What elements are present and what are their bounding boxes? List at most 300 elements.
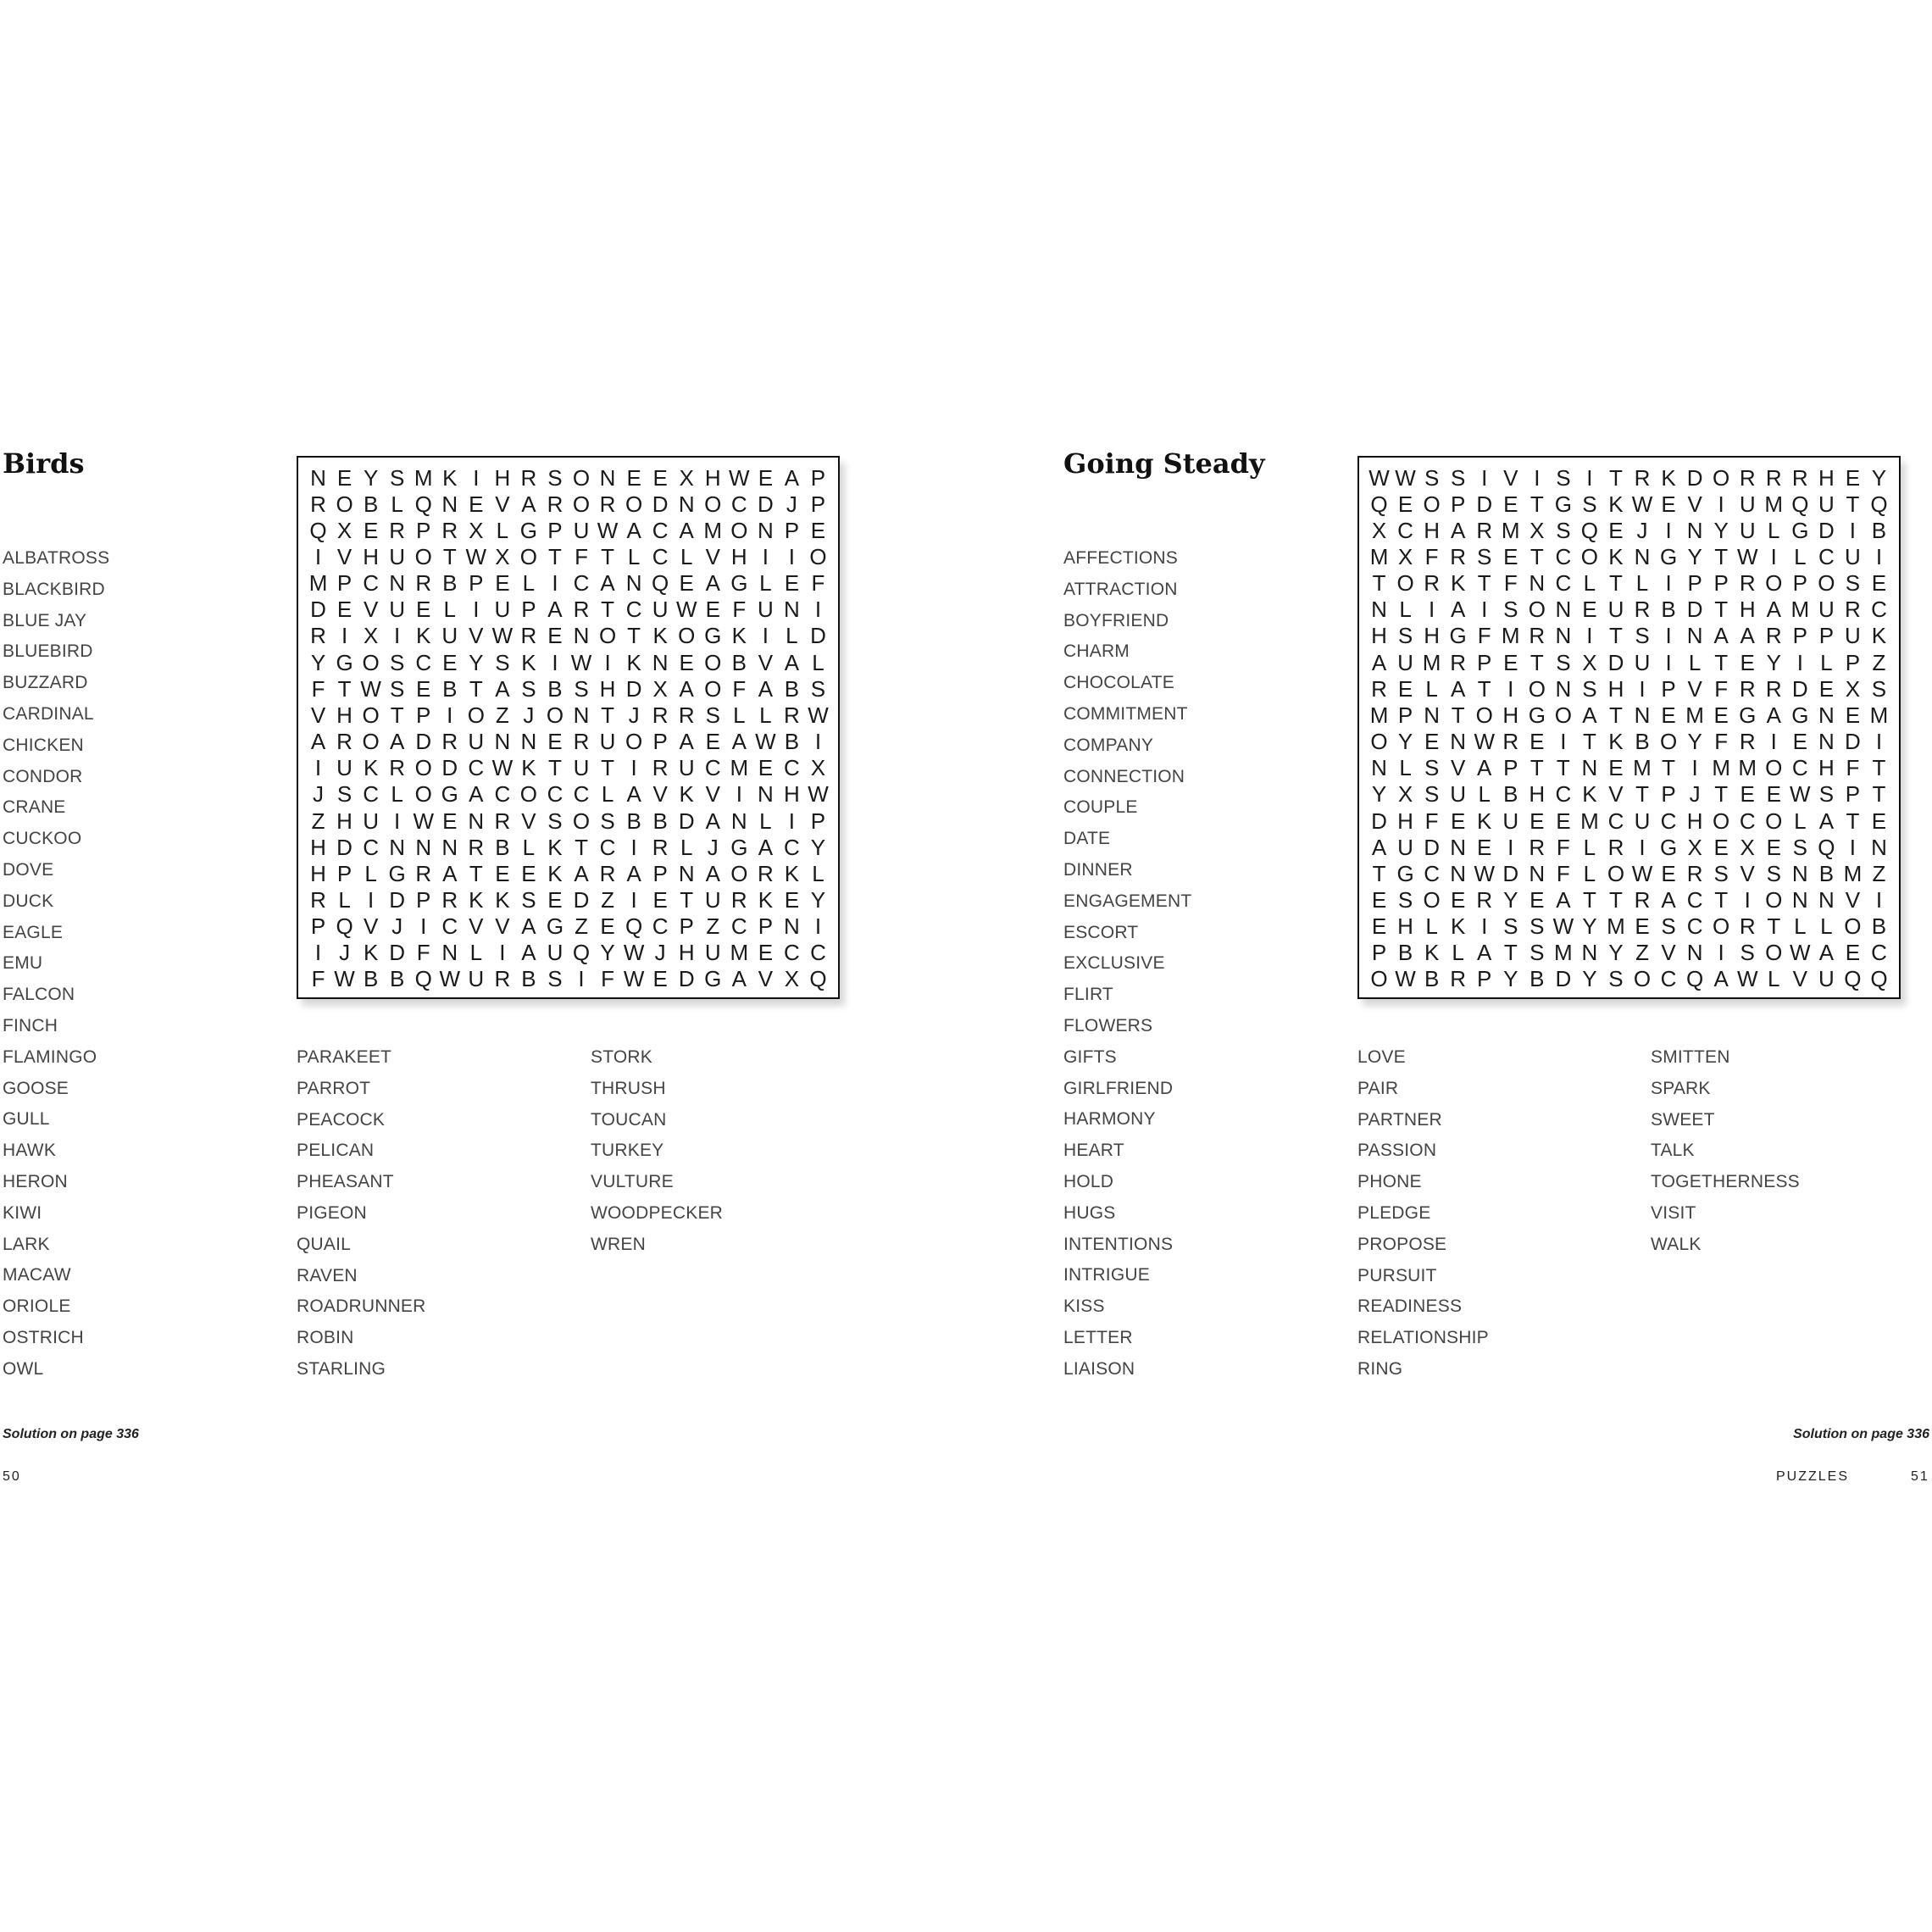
grid-letter: D — [678, 808, 695, 834]
grid-letter: F — [1477, 623, 1491, 649]
grid-letter: H — [704, 464, 721, 491]
grid-letter: E — [1503, 491, 1518, 517]
grid-letter: H — [784, 781, 800, 808]
word-list-item: SPARK — [1651, 1078, 1711, 1098]
grid-letter: R — [441, 886, 458, 913]
grid-letter: R — [652, 755, 669, 781]
grid-letter: F — [1714, 729, 1729, 755]
grid-letter: I — [1718, 940, 1724, 966]
grid-letter: E — [469, 491, 484, 517]
grid-letter: X — [1687, 834, 1702, 860]
grid-letter: W — [675, 597, 697, 623]
grid-letter: V — [758, 649, 774, 675]
grid-letter: F — [416, 940, 430, 966]
grid-letter: G — [1659, 834, 1678, 860]
word-list-item: ORIOLE — [3, 1296, 71, 1317]
grid-letter: O — [1370, 966, 1388, 992]
grid-letter: V — [1661, 940, 1676, 966]
grid-letter: S — [1582, 675, 1597, 702]
grid-letter: Y — [1503, 886, 1518, 913]
grid-letter: X — [469, 517, 484, 543]
grid-letter: I — [1534, 464, 1541, 491]
grid-letter: W — [597, 517, 619, 543]
grid-letter: C — [652, 913, 669, 940]
grid-letter: O — [1765, 570, 1783, 597]
grid-letter: T — [1582, 729, 1596, 755]
grid-letter: Q — [1580, 517, 1599, 543]
grid-letter: L — [812, 649, 824, 675]
grid-letter: S — [1713, 860, 1729, 886]
grid-letter: A — [521, 491, 536, 517]
grid-letter: G — [336, 649, 353, 675]
grid-letter: E — [1713, 702, 1729, 728]
grid-letter: O — [414, 544, 432, 570]
grid-letter: Z — [575, 913, 588, 940]
grid-letter: R — [1450, 649, 1467, 675]
grid-letter: A — [442, 860, 458, 886]
grid-letter: X — [679, 464, 694, 491]
grid-letter: Q — [809, 966, 827, 992]
grid-letter: W — [1736, 544, 1758, 570]
grid-letter: T — [1372, 860, 1386, 886]
grid-letter: O — [1713, 913, 1730, 940]
grid-letter: L — [443, 597, 456, 623]
grid-letter: F — [811, 570, 825, 597]
grid-letter: N — [1529, 860, 1546, 886]
grid-letter: T — [1635, 781, 1649, 808]
grid-letter: H — [1502, 702, 1519, 728]
grid-letter: O — [467, 702, 485, 728]
grid-letter: R — [1791, 464, 1808, 491]
grid-letter: A — [389, 729, 405, 755]
word-list-item: PARAKEET — [297, 1047, 392, 1067]
grid-letter: K — [547, 834, 563, 860]
grid-letter: E — [1818, 675, 1835, 702]
word-list-item: SMITTEN — [1651, 1047, 1730, 1067]
grid-letter: I — [1586, 464, 1593, 491]
word-list-item: PIGEON — [297, 1202, 367, 1223]
grid-letter: I — [604, 649, 611, 675]
grid-letter: H — [1529, 781, 1546, 808]
grid-letter: F — [311, 675, 325, 702]
grid-letter: T — [1714, 886, 1729, 913]
grid-letter: Y — [1608, 940, 1624, 966]
word-list-item: FLOWERS — [1063, 1015, 1153, 1035]
grid-letter: W — [465, 544, 487, 570]
grid-letter: L — [522, 570, 536, 597]
grid-letter: D — [757, 491, 774, 517]
grid-letter: R — [1607, 834, 1624, 860]
grid-letter: M — [1764, 491, 1784, 517]
grid-letter: C — [1607, 808, 1624, 834]
grid-letter: C — [730, 491, 747, 517]
grid-letter: E — [1503, 544, 1518, 570]
grid-letter: O — [572, 464, 591, 491]
word-list-col2 — [297, 1042, 426, 1385]
grid-letter: V — [1792, 966, 1807, 992]
grid-letter: T — [1609, 702, 1623, 728]
grid-letter: I — [1665, 649, 1672, 675]
grid-letter: J — [628, 702, 640, 728]
word-list-item: WOODPECKER — [591, 1202, 724, 1223]
grid-letter: N — [1555, 675, 1572, 702]
grid-letter: E — [1530, 729, 1545, 755]
grid-letter: R — [547, 491, 564, 517]
grid-letter: I — [578, 966, 585, 992]
word-list-item: PURSUIT — [1357, 1265, 1437, 1285]
grid-letter: Q — [1844, 966, 1862, 992]
grid-letter: E — [1845, 702, 1861, 728]
grid-letter: V — [1687, 675, 1702, 702]
grid-letter: U — [704, 886, 721, 913]
grid-letter: I — [1796, 649, 1803, 675]
grid-letter: I — [1481, 913, 1488, 940]
grid-letter: R — [441, 517, 458, 543]
grid-letter: Y — [1713, 517, 1729, 543]
grid-letter: A — [705, 570, 720, 597]
grid-letter: I — [630, 755, 637, 781]
grid-letter: K — [1871, 623, 1887, 649]
grid-letter: S — [547, 966, 563, 992]
grid-letter: X — [1582, 649, 1597, 675]
grid-letter: A — [679, 729, 694, 755]
word-list-item: SWEET — [1651, 1109, 1715, 1130]
grid-letter: C — [573, 570, 590, 597]
grid-letter: U — [389, 597, 406, 623]
grid-letter: R — [1476, 517, 1493, 543]
grid-letter: C — [784, 940, 800, 966]
grid-letter: R — [494, 808, 511, 834]
grid-letter: W — [439, 966, 461, 992]
grid-letter: L — [1820, 913, 1833, 940]
grid-letter: K — [626, 649, 641, 675]
grid-letter: T — [1714, 649, 1729, 675]
grid-letter: N — [1871, 834, 1887, 860]
word-list-item: RING — [1357, 1358, 1403, 1379]
grid-letter: Y — [1582, 966, 1597, 992]
grid-letter: O — [730, 860, 748, 886]
grid-letter: D — [1371, 808, 1387, 834]
grid-letter: P — [1661, 781, 1676, 808]
grid-letter: I — [1481, 464, 1488, 491]
grid-letter: I — [420, 913, 427, 940]
grid-letter: I — [473, 464, 480, 491]
grid-letter: I — [1849, 517, 1857, 543]
grid-letter: E — [1503, 649, 1518, 675]
grid-letter: I — [788, 544, 796, 570]
grid-letter: I — [1507, 675, 1514, 702]
grid-letter: I — [368, 886, 375, 913]
grid-letter: R — [520, 623, 537, 649]
grid-letter: L — [1768, 966, 1780, 992]
word-list-col2 — [1357, 1042, 1489, 1385]
grid-letter: E — [1766, 834, 1781, 860]
word-list-item: LIAISON — [1063, 1358, 1135, 1379]
word-list-item: FLIRT — [1063, 985, 1113, 1005]
grid-letter: W — [570, 649, 592, 675]
grid-letter: E — [363, 517, 379, 543]
grid-letter: S — [336, 781, 353, 808]
word-list-item: GOOSE — [3, 1078, 69, 1098]
grid-letter: E — [1740, 649, 1755, 675]
grid-letter: O — [1370, 729, 1388, 755]
grid-letter: T — [601, 597, 615, 623]
grid-letter: T — [1530, 649, 1544, 675]
grid-letter: K — [547, 860, 563, 886]
grid-letter: R — [1765, 464, 1782, 491]
grid-letter: O — [1659, 729, 1678, 755]
grid-letter: R — [1450, 966, 1467, 992]
grid-letter: R — [1765, 675, 1782, 702]
grid-letter: B — [1871, 517, 1887, 543]
grid-letter: L — [1583, 570, 1596, 597]
grid-letter: T — [337, 675, 352, 702]
grid-letter: R — [1739, 570, 1756, 597]
grid-letter: P — [310, 913, 326, 940]
grid-letter: E — [416, 675, 431, 702]
grid-letter: C — [652, 517, 669, 543]
grid-letter: S — [389, 649, 405, 675]
word-list-item: PHEASANT — [297, 1172, 394, 1192]
grid-letter: T — [601, 755, 615, 781]
grid-letter: V — [469, 913, 484, 940]
grid-letter: W — [1736, 966, 1758, 992]
grid-letter: U — [652, 597, 669, 623]
grid-letter: A — [1713, 623, 1729, 649]
grid-letter: N — [1529, 570, 1546, 597]
word-list-item: CHICKEN — [3, 735, 84, 755]
grid-letter: S — [574, 675, 589, 702]
grid-letter: W — [1790, 781, 1811, 808]
word-list-item: HUGS — [1063, 1202, 1116, 1223]
grid-letter: W — [491, 755, 514, 781]
grid-letter: X — [810, 755, 826, 781]
word-list-item: EXCLUSIVE — [1063, 953, 1165, 974]
word-list-item: DUCK — [3, 891, 54, 911]
grid-letter: I — [1849, 834, 1857, 860]
grid-letter: I — [736, 781, 742, 808]
grid-letter: Y — [1687, 544, 1702, 570]
grid-letter: E — [1371, 886, 1387, 913]
grid-letter: E — [1450, 886, 1466, 913]
grid-letter: P — [810, 808, 826, 834]
grid-letter: U — [1634, 649, 1651, 675]
grid-letter: A — [1818, 808, 1835, 834]
grid-letter: N — [494, 729, 511, 755]
grid-letter: D — [625, 675, 642, 702]
grid-letter: A — [626, 517, 641, 543]
grid-letter: A — [626, 860, 641, 886]
word-list-item: RELATIONSHIP — [1357, 1328, 1489, 1348]
grid-letter: Y — [1687, 729, 1702, 755]
grid-letter: N — [1686, 517, 1703, 543]
grid-letter: G — [1739, 702, 1757, 728]
grid-letter: S — [1397, 623, 1413, 649]
grid-letter: K — [363, 940, 379, 966]
word-list-item: ATTRACTION — [1063, 579, 1178, 599]
grid-letter: Y — [310, 649, 326, 675]
grid-letter: I — [1718, 491, 1724, 517]
grid-letter: R — [1529, 834, 1546, 860]
grid-letter: G — [730, 834, 748, 860]
grid-letter: A — [758, 834, 774, 860]
grid-letter: R — [757, 860, 774, 886]
grid-letter: R — [1765, 623, 1782, 649]
grid-letter: W — [413, 808, 434, 834]
grid-letter: W — [491, 623, 514, 649]
grid-letter: I — [1429, 597, 1435, 623]
grid-letter: P — [416, 886, 431, 913]
grid-letter: N — [1634, 702, 1651, 728]
grid-letter: L — [1452, 940, 1464, 966]
word-list-item: HARMONY — [1063, 1109, 1156, 1130]
grid-letter: N — [757, 517, 774, 543]
grid-letter: Z — [495, 702, 509, 728]
word-list-item: INTENTIONS — [1063, 1234, 1174, 1254]
grid-letter: V — [469, 623, 484, 649]
grid-letter: V — [363, 597, 379, 623]
grid-letter: N — [1450, 729, 1467, 755]
grid-letter: C — [1871, 940, 1887, 966]
grid-letter: V — [1740, 860, 1755, 886]
grid-letter: O — [414, 755, 432, 781]
grid-letter: P — [1477, 649, 1492, 675]
grid-letter: R — [1739, 729, 1756, 755]
grid-letter: B — [442, 570, 458, 597]
grid-letter: L — [522, 834, 536, 860]
grid-letter: W — [334, 966, 355, 992]
grid-letter: S — [1424, 781, 1440, 808]
word-list-item: VISIT — [1651, 1202, 1696, 1223]
grid-letter: C — [468, 755, 485, 781]
word-list-item: ENGAGEMENT — [1063, 891, 1192, 911]
grid-letter: B — [547, 675, 563, 702]
grid-letter: G — [1791, 517, 1809, 543]
grid-letter: X — [784, 966, 800, 992]
grid-letter: R — [599, 491, 616, 517]
grid-letter: L — [1425, 675, 1438, 702]
grid-letter: E — [1661, 702, 1676, 728]
grid-letter: E — [1608, 517, 1624, 543]
grid-letter: X — [652, 675, 668, 702]
grid-letter: U — [757, 597, 774, 623]
word-list-item: CRANE — [3, 797, 66, 818]
grid-letter: I — [1586, 623, 1593, 649]
grid-letter: W — [808, 781, 829, 808]
grid-letter: O — [730, 517, 748, 543]
section-label: PUZZLES — [1776, 1469, 1850, 1484]
grid-letter: C — [784, 755, 800, 781]
grid-letter: I — [788, 808, 796, 834]
word-list-item: READINESS — [1357, 1296, 1463, 1317]
grid-letter: R — [415, 570, 432, 597]
grid-letter: C — [1871, 597, 1887, 623]
grid-letter: O — [1818, 570, 1835, 597]
grid-letter: E — [521, 860, 536, 886]
word-list-item: LARK — [3, 1234, 50, 1254]
grid-letter: O — [362, 649, 380, 675]
grid-letter: T — [1609, 464, 1623, 491]
grid-letter: I — [1665, 623, 1672, 649]
grid-letter: Q — [1818, 834, 1835, 860]
grid-letter: C — [1555, 781, 1572, 808]
grid-letter: I — [314, 940, 322, 966]
grid-letter: L — [601, 781, 614, 808]
grid-letter: I — [1875, 544, 1883, 570]
grid-letter: I — [1691, 755, 1698, 781]
grid-letter: N — [1634, 544, 1651, 570]
grid-letter: A — [521, 940, 536, 966]
grid-letter: P — [521, 597, 536, 623]
grid-letter: M — [1501, 517, 1520, 543]
grid-letter: E — [758, 464, 774, 491]
grid-letter: M — [1580, 808, 1599, 834]
grid-letter: V — [1503, 464, 1518, 491]
grid-letter: J — [339, 940, 351, 966]
word-list-item: PEACOCK — [297, 1109, 386, 1130]
grid-letter: A — [1371, 834, 1387, 860]
grid-letter: N — [1581, 940, 1598, 966]
solution-note: Solution on page 336 — [3, 1427, 139, 1441]
grid-letter: C — [1555, 544, 1572, 570]
grid-letter: W — [1474, 729, 1495, 755]
grid-letter: I — [762, 623, 769, 649]
grid-letter: O — [1765, 940, 1783, 966]
grid-letter: R — [1424, 570, 1440, 597]
grid-letter: W — [1395, 464, 1416, 491]
grid-letter: C — [704, 755, 721, 781]
grid-letter: C — [363, 834, 379, 860]
grid-letter: A — [1766, 702, 1781, 728]
grid-letter: O — [1765, 886, 1783, 913]
grid-letter: H — [494, 464, 511, 491]
grid-letter: E — [758, 940, 774, 966]
grid-letter: M — [1685, 702, 1704, 728]
grid-letter: N — [730, 808, 747, 834]
grid-letter: C — [1818, 544, 1835, 570]
grid-letter: U — [468, 729, 485, 755]
grid-letter: I — [630, 834, 637, 860]
word-list-item: BLUE JAY — [3, 610, 87, 630]
grid-letter: B — [1871, 913, 1887, 940]
grid-letter: R — [652, 702, 669, 728]
grid-letter: A — [705, 808, 720, 834]
word-list-item: VULTURE — [591, 1172, 674, 1192]
word-list-item: KIWI — [3, 1202, 42, 1223]
grid-letter: A — [1766, 597, 1781, 623]
grid-letter: A — [495, 675, 510, 702]
grid-letter: U — [599, 729, 616, 755]
grid-letter: P — [547, 517, 563, 543]
grid-letter: O — [1633, 966, 1652, 992]
word-list-item: LETTER — [1063, 1327, 1133, 1347]
grid-letter: Y — [1766, 649, 1781, 675]
grid-letter: P — [416, 517, 431, 543]
grid-letter: T — [1372, 570, 1386, 597]
word-list-item: KISS — [1063, 1296, 1105, 1317]
grid-letter: J — [1689, 781, 1701, 808]
word-list-item: PHONE — [1357, 1172, 1422, 1192]
grid-letter: U — [1845, 623, 1861, 649]
grid-letter: D — [1686, 464, 1703, 491]
grid-letter: G — [546, 913, 564, 940]
grid-letter: R — [652, 834, 669, 860]
grid-letter: C — [415, 649, 432, 675]
grid-letter: Y — [1582, 913, 1597, 940]
grid-letter: O — [519, 781, 538, 808]
grid-letter: H — [730, 544, 747, 570]
grid-letter: V — [1687, 491, 1702, 517]
